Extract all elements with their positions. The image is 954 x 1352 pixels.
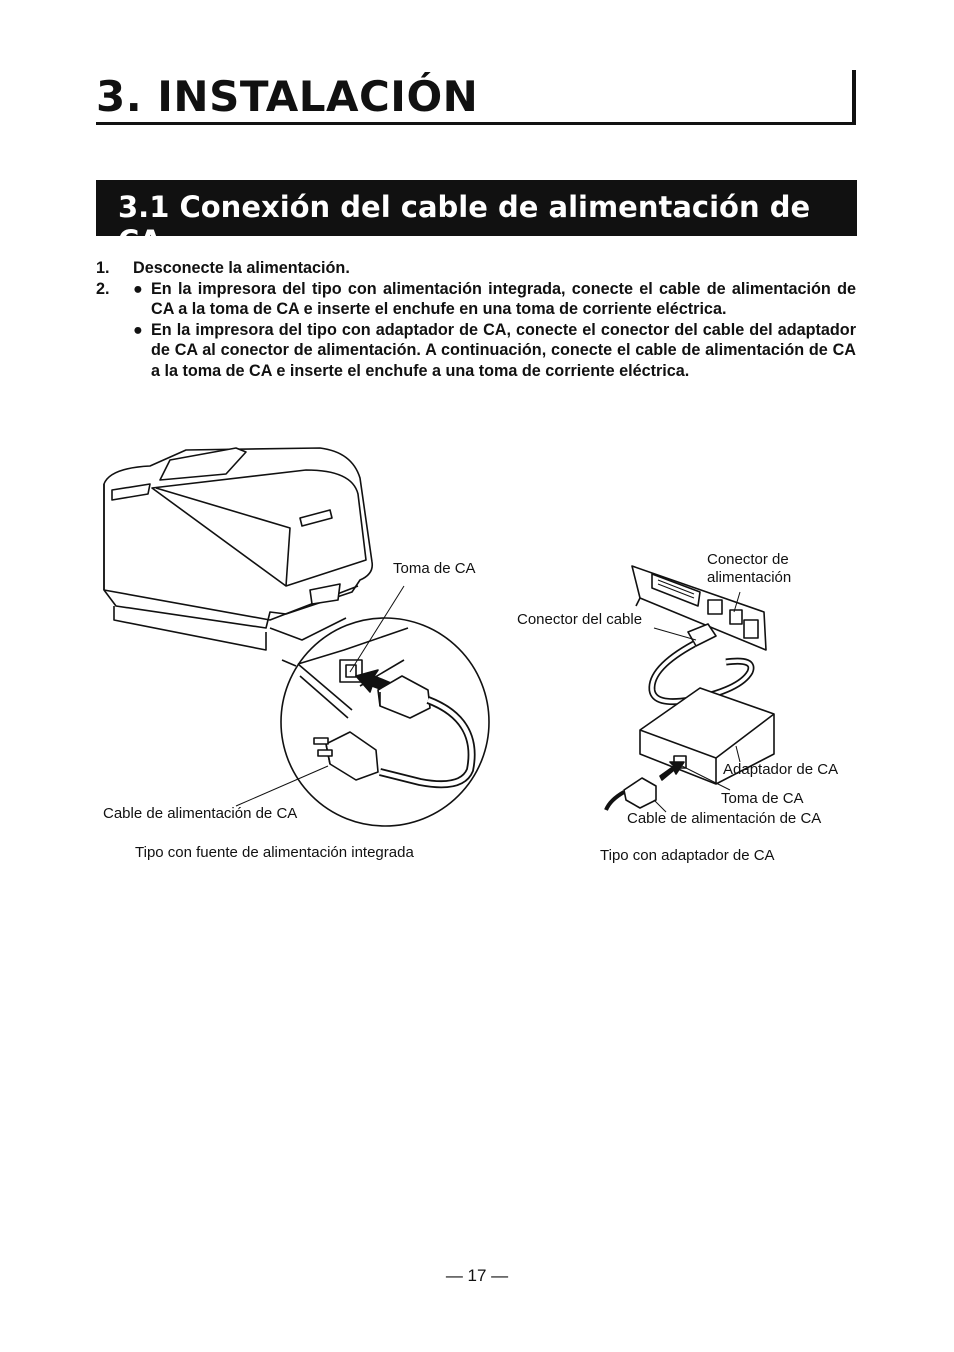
caption-adapter: Tipo con adaptador de CA — [600, 847, 775, 864]
label-adaptador-ca: Adaptador de CA — [723, 761, 839, 778]
label-toma-ca-left: Toma de CA — [393, 560, 476, 577]
caption-integrated: Tipo con fuente de alimentación integrada — [135, 844, 414, 861]
page-number: — 17 — — [445, 1266, 509, 1285]
step-number: 2. — [96, 279, 110, 298]
bullet-text: En la impresora del tipo con adaptador de CA, conecte el conector del cable del adaptador de CA al conector de alimentación. A continuación, conecte el cable de alimentación de CA a la toma de CA e inserte el enchufe a una toma de corriente eléctrica. — [151, 320, 856, 380]
label-toma-ca-right: Toma de CA — [721, 790, 804, 807]
section-title: 3.1 Conexión del cable de alimentación de CA — [118, 190, 811, 258]
bullet-text: En la impresora del tipo con alimentación integrada, conecte el cable de alimentación de CA a la toma de CA e inserte el enchufe en una toma de corriente eléctrica. — [151, 279, 856, 318]
label-conector-alimentacion — [707, 551, 791, 587]
step-number: 1. — [96, 259, 110, 277]
label-conector-alimentacion-line2: alimentación — [707, 569, 792, 586]
label-cable-ca-left: Cable de alimentación de CA — [103, 805, 298, 822]
step-text: Desconecte la alimentación. — [133, 259, 350, 277]
label-cable-ca-right: Cable de alimentación de CA — [627, 810, 822, 827]
bullet-icon: ● — [133, 320, 143, 339]
label-conector-cable: Conector del cable — [517, 611, 643, 628]
label-conector-alimentacion-line1: Conector de — [707, 551, 789, 568]
chapter-title: 3. INSTALACIÓN — [96, 72, 479, 121]
bullet-icon: ● — [133, 279, 143, 298]
